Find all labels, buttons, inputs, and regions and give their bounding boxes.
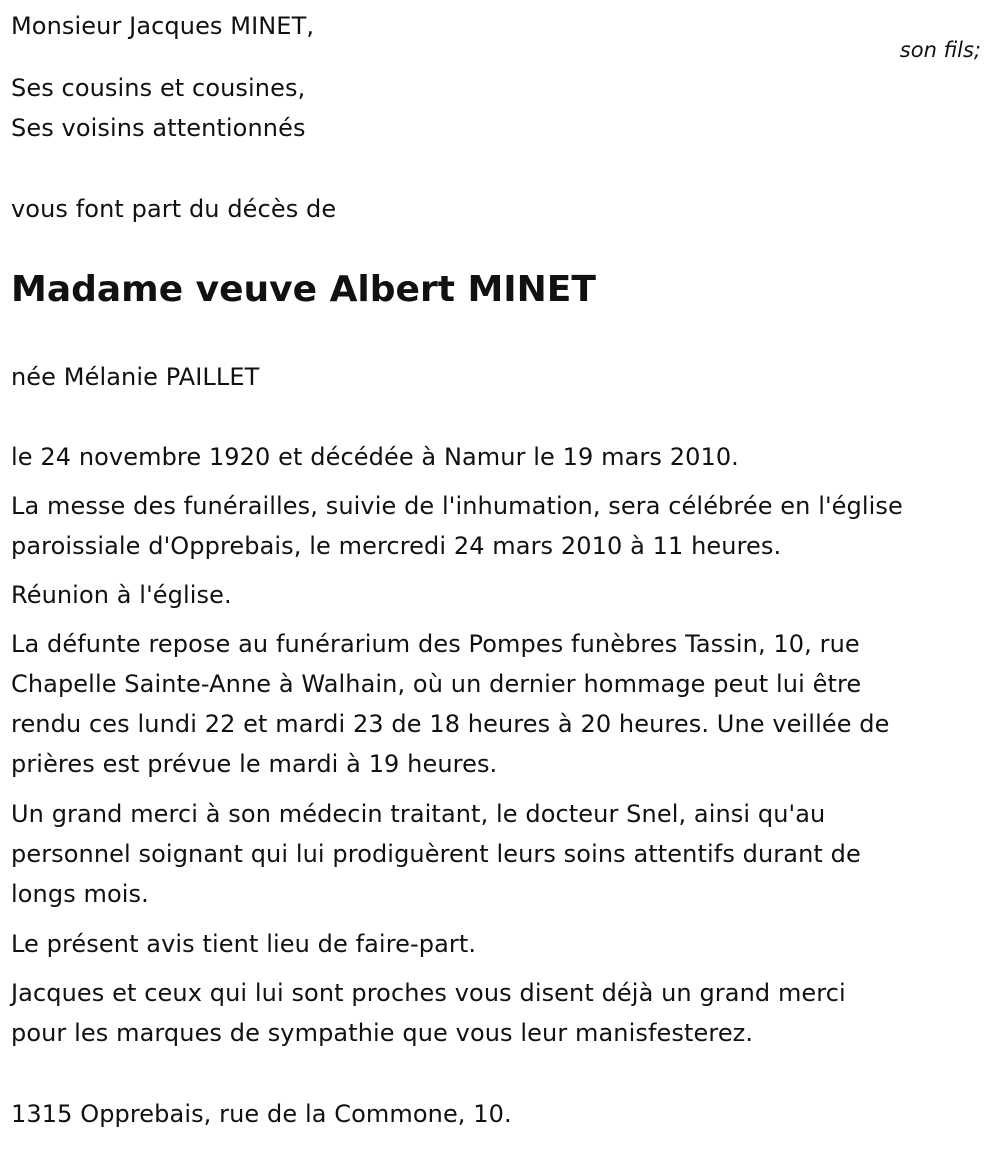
- viewing-paragraph-line: La défunte repose au funérarium des Pompes funèbres Tassin, 10, rue: [11, 630, 860, 658]
- notice-paragraph: Le présent avis tient lieu de faire-part.: [11, 930, 477, 958]
- thanks-paragraph-line: longs mois.: [11, 880, 149, 908]
- viewing-paragraph-line: rendu ces lundi 22 et mardi 23 de 18 heures à 20 heures. Une veillée de: [11, 710, 890, 738]
- gratitude-paragraph-line: pour les marques de sympathie que vous leur manisfesterez.: [11, 1019, 754, 1047]
- dates-paragraph: le 24 novembre 1920 et décédée à Namur le 19 mars 2010.: [11, 443, 739, 471]
- address: 1315 Opprebais, rue de la Commone, 10.: [11, 1100, 512, 1128]
- viewing-paragraph-line: Chapelle Sainte-Anne à Walhain, où un dernier hommage peut lui être: [11, 670, 862, 698]
- birth-name: née Mélanie PAILLET: [11, 363, 260, 391]
- relation-label: son fils;: [899, 38, 981, 62]
- thanks-paragraph-line: personnel soignant qui lui prodiguèrent leurs soins attentifs durant de: [11, 840, 861, 868]
- deceased-name: Madame veuve Albert MINET: [11, 269, 596, 310]
- announcer-line: Ses cousins et cousines,: [11, 74, 306, 102]
- funeral-paragraph-line: paroissiale d'Opprebais, le mercredi 24 mars 2010 à 11 heures.: [11, 532, 782, 560]
- intro-text: vous font part du décès de: [11, 195, 337, 223]
- funeral-paragraph-line: La messe des funérailles, suivie de l'inhumation, sera célébrée en l'église: [11, 492, 903, 520]
- meeting-paragraph: Réunion à l'église.: [11, 581, 232, 609]
- announcer-line: Ses voisins attentionnés: [11, 114, 306, 142]
- thanks-paragraph-line: Un grand merci à son médecin traitant, le docteur Snel, ainsi qu'au: [11, 800, 826, 828]
- announcer-line: Monsieur Jacques MINET,: [11, 12, 315, 40]
- gratitude-paragraph-line: Jacques et ceux qui lui sont proches vous disent déjà un grand merci: [11, 979, 846, 1007]
- viewing-paragraph-line: prières est prévue le mardi à 19 heures.: [11, 750, 498, 778]
